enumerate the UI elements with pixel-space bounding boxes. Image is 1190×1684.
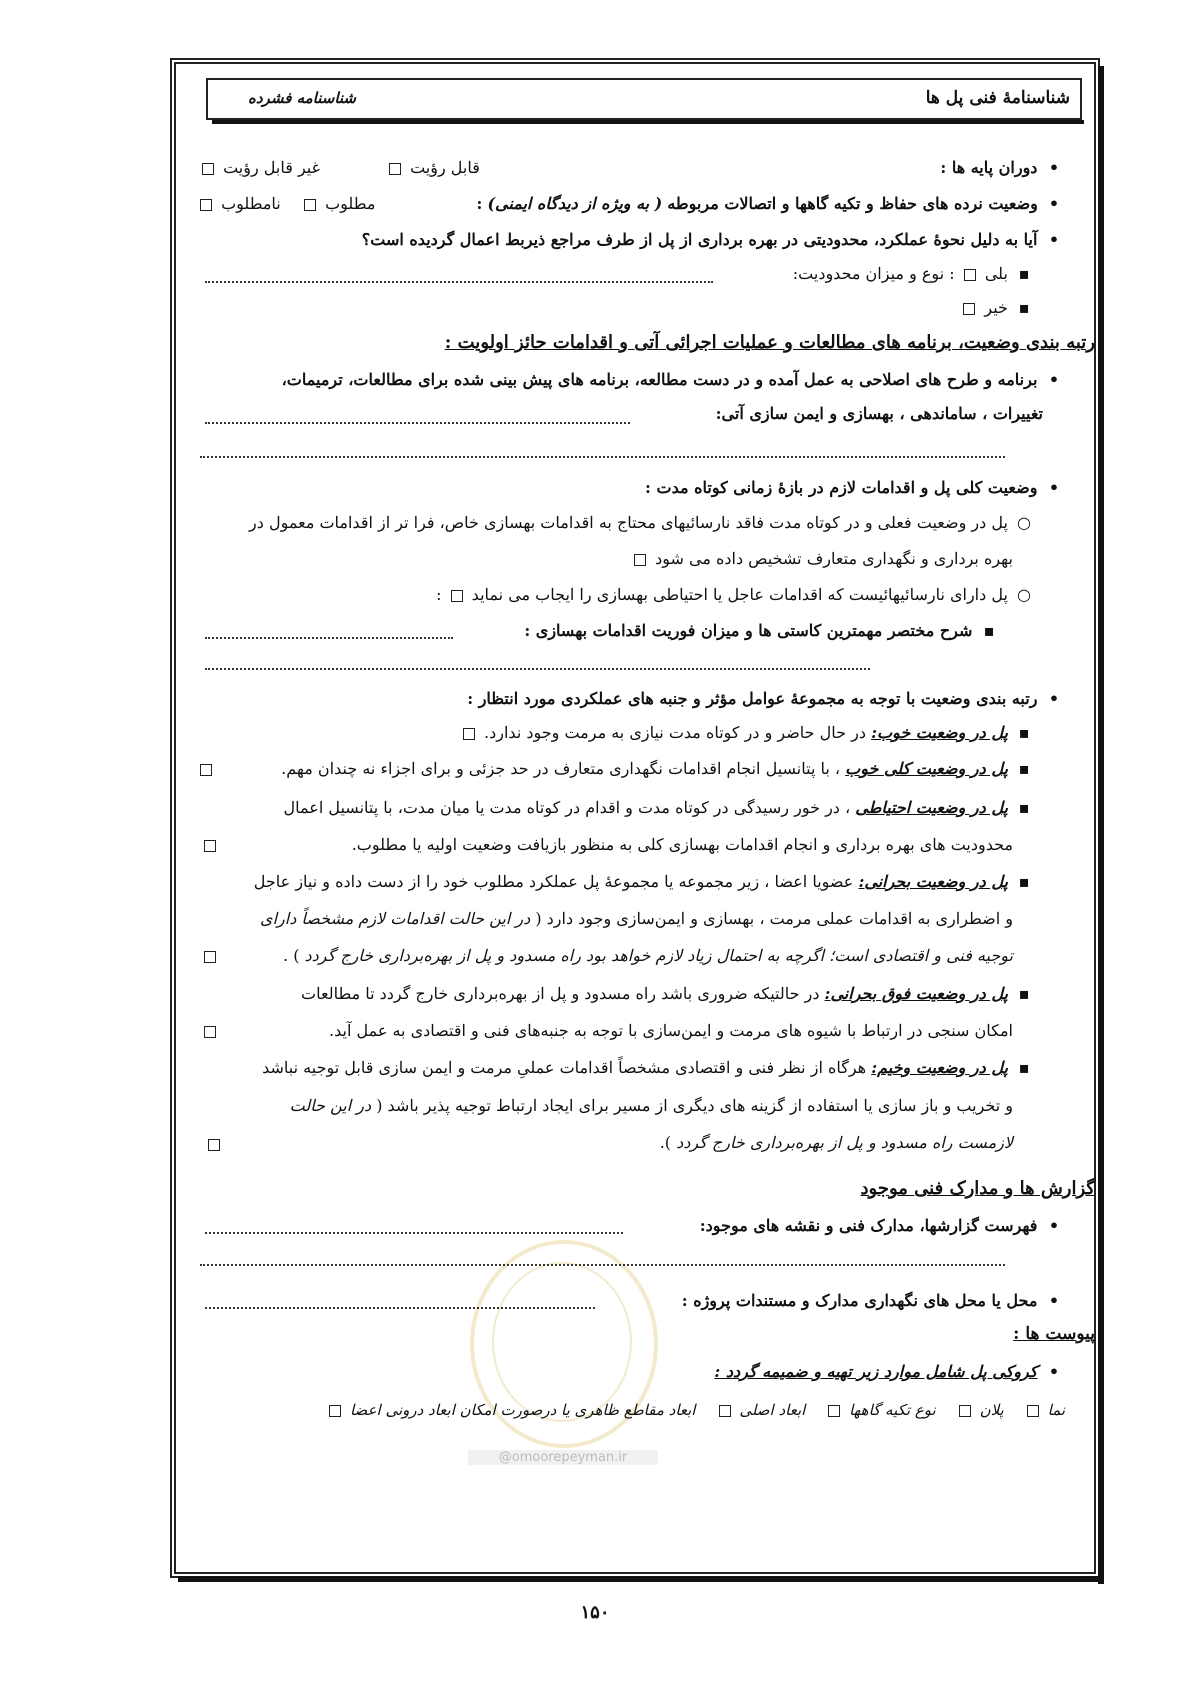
railings-bad-option bbox=[196, 192, 281, 216]
rating-severe-label: پل در وضعیت وخیم: bbox=[871, 1058, 1008, 1077]
rating-critical-line-3a: توجیه فنی و اقتصادی است؛ اگرچه به احتمال زیاد لازم خواهد بود راه مسدود و پل از بهره‌برداری خارج گردد bbox=[304, 946, 1013, 965]
piers-row bbox=[940, 156, 1065, 180]
reports-list-row bbox=[700, 1214, 1065, 1238]
railings-note: ( به ویژه از دیدگاه ایمنی) bbox=[487, 194, 663, 213]
rating-good-checkbox[interactable] bbox=[463, 728, 475, 740]
restriction-yes-label: بلی bbox=[984, 264, 1008, 283]
piers-visible-checkbox[interactable] bbox=[389, 163, 401, 175]
short-term-option-1-checkbox[interactable] bbox=[634, 554, 646, 566]
piers-label: دوران پایه ها : bbox=[940, 158, 1038, 177]
overall-title-row bbox=[467, 687, 1065, 711]
rating-precaution-row bbox=[284, 796, 1035, 820]
restriction-yes-checkbox[interactable] bbox=[964, 269, 976, 281]
plans-field-2[interactable] bbox=[200, 456, 1005, 458]
sketch-item-plan: پلان bbox=[979, 1401, 1004, 1419]
rating-critical-row bbox=[254, 870, 1035, 894]
bullet-icon: • bbox=[1048, 478, 1060, 497]
rating-critical-text: عضویا اعضا ، زیر مجموعه یا مجموعهٔ پل عملکرد مطلوب خود را از دست داده و نیاز عاجل bbox=[253, 872, 854, 891]
railings-bad-label: نامطلوب bbox=[221, 194, 281, 213]
circle-bullet-icon: ○ bbox=[1017, 585, 1031, 604]
rating-precaution-text: ، در خور رسیدگی در کوتاه مدت و اقدام در کوتاه مدت یا میان مدت، با پتانسیل اعمال bbox=[283, 798, 851, 817]
short-term-title: وضعیت کلی پل و اقدامات لازم در بازهٔ زمانی کوتاه مدت : bbox=[645, 478, 1038, 497]
rating-severe-checkbox[interactable] bbox=[208, 1139, 220, 1151]
page-header bbox=[206, 78, 1082, 120]
square-bullet-icon: ▪ bbox=[1018, 298, 1030, 317]
short-term-option-1-text: پل در وضعیت فعلی و در کوتاه مدت فاقد نارسائیهای محتاج به اقدامات بهسازی خاص، فرا تر از اقدامات معمول در bbox=[249, 513, 1008, 532]
bullet-icon: • bbox=[1048, 1291, 1060, 1310]
rating-super-critical-text: در حالتیکه ضروری باشد راه مسدود و پل از بهره‌برداری خارج گردد تا مطالعات bbox=[301, 984, 820, 1003]
sketch-item-plan-checkbox[interactable] bbox=[959, 1405, 971, 1417]
railings-label: وضعیت نرده های حفاظ و تکیه گاهها و اتصالات مربوطه bbox=[667, 194, 1038, 213]
ranking-section-title: رتبه بندی وضعیت، برنامه های مطالعات و عملیات اجرائی آتی و اقدامات حائز اولویت : bbox=[444, 332, 1095, 353]
piers-visible-option bbox=[385, 156, 480, 180]
restriction-no-label: خیر bbox=[984, 298, 1008, 317]
deficiency-row bbox=[524, 619, 1000, 643]
rating-severe-line-3a: لازمست راه مسدود و پل از بهره‌برداری خارج گردد bbox=[676, 1133, 1013, 1152]
attachments-title: پیوست ها : bbox=[1013, 1324, 1095, 1344]
short-term-option-1-text-2: بهره برداری و نگهداری متعارف تشخیص داده می شود bbox=[655, 549, 1013, 568]
railings-row bbox=[476, 192, 1065, 216]
rating-severe-line-2a: و تخریب و باز سازی یا استفاده از گزینه های دیگری از مسیر برای ایجاد ارتباط توجیه پذیر باشد ( bbox=[376, 1096, 1013, 1115]
rating-super-critical-label: پل در وضعیت فوق بحرانی: bbox=[824, 984, 1008, 1003]
railings-good-option bbox=[300, 192, 375, 216]
restriction-no-row bbox=[959, 296, 1035, 320]
sketch-item-main-dimensions: ابعاد اصلی bbox=[739, 1401, 806, 1419]
piers-not-visible-option bbox=[198, 156, 320, 180]
reports-list-field-1[interactable] bbox=[205, 1232, 623, 1234]
rating-critical-line-3 bbox=[283, 944, 1013, 968]
header-shadow bbox=[212, 120, 1084, 124]
rating-critical-line-2a: و اضطراری به اقدامات عملی مرمت ، بهسازی و ایمن‌سازی وجود دارد ( bbox=[535, 909, 1013, 928]
rating-precaution-line-2: محدودیت های بهره برداری و انجام اقدامات بهسازی کلی به منظور بازیافت وضعیت اولیه یا مطلوب. bbox=[351, 835, 1013, 854]
square-bullet-icon: ▪ bbox=[1018, 759, 1030, 778]
bullet-icon: • bbox=[1048, 689, 1060, 708]
rating-precaution-checkbox[interactable] bbox=[204, 840, 216, 852]
deficiency-label: شرح مختصر مهمترین کاستی ها و میزان فوریت اقدامات بهسازی : bbox=[524, 621, 973, 640]
rating-critical-checkbox[interactable] bbox=[204, 951, 216, 963]
bullet-icon: • bbox=[1048, 194, 1060, 213]
plans-field-1[interactable] bbox=[205, 422, 630, 424]
rating-super-critical-line-2: امکان سنجی در ارتباط با شیوه های مرمت و ایمن‌سازی با توجه به جنبه‌های فنی و اقتصادی به عمل آید. bbox=[329, 1021, 1013, 1040]
restriction-yes-detail: : نوع و میزان محدودیت: bbox=[792, 264, 955, 283]
square-bullet-icon: ▪ bbox=[1018, 872, 1030, 891]
sketch-item-section-dimensions-checkbox[interactable] bbox=[329, 1405, 341, 1417]
deficiency-field-1[interactable] bbox=[205, 637, 453, 639]
circle-bullet-icon: ○ bbox=[1017, 513, 1031, 532]
rating-precaution-label: پل در وضعیت احتیاطی bbox=[855, 798, 1008, 817]
short-term-option-2-text: پل دارای نارسائیهائیست که اقدامات عاجل یا احتیاطی بهسازی را ایجاب می نماید bbox=[471, 585, 1008, 604]
storage-label: محل یا محل های نگهداری مدارک و مستندات پروژه : bbox=[681, 1291, 1038, 1310]
rating-severe-text: هرگاه از نظر فنی و اقتصادی مشخصاً اقدامات عملیِ مرمت و ایمن سازی قابل توجیه نباشد bbox=[262, 1058, 867, 1077]
rating-good-text: در حال حاضر و در کوتاه مدت نیازی به مرمت وجود ندارد. bbox=[484, 723, 866, 742]
rating-good-row bbox=[459, 721, 1035, 745]
sketch-label: کروکی پل شامل موارد زیر تهیه و ضمیمه گردد : bbox=[714, 1362, 1038, 1381]
rating-severe-line-3-end: ). bbox=[659, 1133, 672, 1152]
square-bullet-icon: ▪ bbox=[1018, 798, 1030, 817]
deficiency-field-2[interactable] bbox=[205, 668, 870, 670]
sketch-item-main-dimensions-checkbox[interactable] bbox=[719, 1405, 731, 1417]
bullet-icon: • bbox=[1048, 1216, 1060, 1235]
storage-field[interactable] bbox=[205, 1307, 595, 1309]
rating-severe-line-3 bbox=[660, 1131, 1013, 1155]
reports-section-title: گزارش ها و مدارک فنی موجود bbox=[860, 1178, 1095, 1199]
railings-bad-checkbox[interactable] bbox=[200, 199, 212, 211]
railings-good-label: مطلوب bbox=[325, 194, 376, 213]
overall-title: رتبه بندی وضعیت با توجه به مجموعهٔ عوامل مؤثر و جنبه های عملکردی مورد انتظار : bbox=[467, 689, 1038, 708]
square-bullet-icon: ▪ bbox=[1018, 264, 1030, 283]
rating-critical-line-2b: در این حالت اقدامات لازم مشخصاً دارای bbox=[260, 909, 531, 928]
storage-row bbox=[682, 1289, 1065, 1313]
sketch-item-supports-checkbox[interactable] bbox=[828, 1405, 840, 1417]
rating-severe-row bbox=[262, 1056, 1035, 1080]
frame-shadow-bottom bbox=[178, 1576, 1104, 1582]
railings-good-checkbox[interactable] bbox=[304, 199, 316, 211]
page-number: ۱۵۰ bbox=[580, 1602, 610, 1623]
bullet-icon: • bbox=[1048, 158, 1060, 177]
sketch-item-supports: نوع تکیه گاهها bbox=[849, 1401, 936, 1419]
square-bullet-icon: ▪ bbox=[1018, 984, 1030, 1003]
short-term-option-2-colon: : bbox=[436, 585, 442, 604]
rating-severe-line-2 bbox=[290, 1094, 1013, 1118]
rating-severe-line-2b: در این حالت bbox=[289, 1096, 372, 1115]
rating-fairly-good-row bbox=[281, 757, 1035, 781]
piers-visible-label: قابل رؤیت bbox=[410, 158, 480, 177]
watermark-text: @omoorepeyman.ir bbox=[468, 1450, 658, 1465]
square-bullet-icon: ▪ bbox=[1018, 1058, 1030, 1077]
piers-not-visible-checkbox[interactable] bbox=[202, 163, 214, 175]
rating-critical-line-3-end: ) . bbox=[283, 946, 300, 965]
sketch-item-facade: نما bbox=[1047, 1401, 1065, 1419]
short-term-option-1-cont bbox=[630, 547, 1013, 571]
rating-super-critical-checkbox[interactable] bbox=[204, 1026, 216, 1038]
railings-colon: : bbox=[476, 194, 483, 213]
short-term-option-1 bbox=[249, 511, 1035, 535]
restriction-question: آیا به دلیل نحوهٔ عملکرد، محدودیتی در بهره برداری از پل از طرف مراجع ذیربط اعمال گردیده است؟ bbox=[361, 230, 1038, 249]
rating-fairly-good-checkbox[interactable] bbox=[200, 764, 212, 776]
sketch-item-facade-checkbox[interactable] bbox=[1027, 1405, 1039, 1417]
short-term-title-row bbox=[645, 476, 1065, 500]
bullet-icon: • bbox=[1048, 230, 1060, 249]
piers-not-visible-label: غیر قابل رؤیت bbox=[223, 158, 320, 177]
plans-line-1: برنامه و طرح های اصلاحی به عمل آمده و در دست مطالعه، برنامه های پیش بینی شده برای مطالعات، ترمیمات، bbox=[281, 370, 1038, 389]
reports-list-field-2[interactable] bbox=[200, 1264, 1005, 1266]
restriction-no-checkbox[interactable] bbox=[963, 303, 975, 315]
rating-good-label: پل در وضعیت خوب: bbox=[871, 723, 1008, 742]
rating-critical-line-2 bbox=[260, 907, 1013, 931]
reports-list-label: فهرست گزارشها، مدارک فنی و نقشه های موجود: bbox=[699, 1216, 1038, 1235]
rating-super-critical-row bbox=[301, 982, 1035, 1006]
restriction-yes-row bbox=[793, 262, 1035, 286]
square-bullet-icon: ▪ bbox=[1018, 723, 1030, 742]
bullet-icon: • bbox=[1048, 370, 1060, 389]
short-term-option-2 bbox=[436, 583, 1035, 607]
plans-row-2: تغییرات ، ساماندهی ، بهسازی و ایمن سازی آتی: bbox=[715, 404, 1043, 423]
sketch-items-row bbox=[325, 1398, 1065, 1422]
sketch-item-section-dimensions: ابعاد مقاطع ظاهری یا درصورت امکان ابعاد درونی اعضا bbox=[349, 1401, 696, 1419]
restriction-question-row bbox=[362, 228, 1065, 252]
page-subtitle: شناسنامه فشرده bbox=[248, 89, 356, 107]
bullet-icon: • bbox=[1048, 1362, 1060, 1381]
rating-critical-label: پل در وضعیت بحرانی: bbox=[858, 872, 1008, 891]
page-title: شناسنامهٔ فنی پل ها bbox=[925, 88, 1070, 108]
rating-fairly-good-text: ، با پتانسیل انجام اقدامات نگهداری متعارف در حد جزئی و برای اجزاء نه چندان مهم. bbox=[281, 759, 841, 778]
square-bullet-icon: ▪ bbox=[983, 621, 995, 640]
plans-row-1 bbox=[282, 368, 1065, 392]
short-term-option-2-checkbox[interactable] bbox=[451, 590, 463, 602]
sketch-row bbox=[714, 1360, 1065, 1384]
restriction-detail-field[interactable] bbox=[205, 281, 713, 283]
rating-fairly-good-label: پل در وضعیت کلی خوب bbox=[845, 759, 1008, 778]
frame-shadow-right bbox=[1098, 66, 1104, 1584]
